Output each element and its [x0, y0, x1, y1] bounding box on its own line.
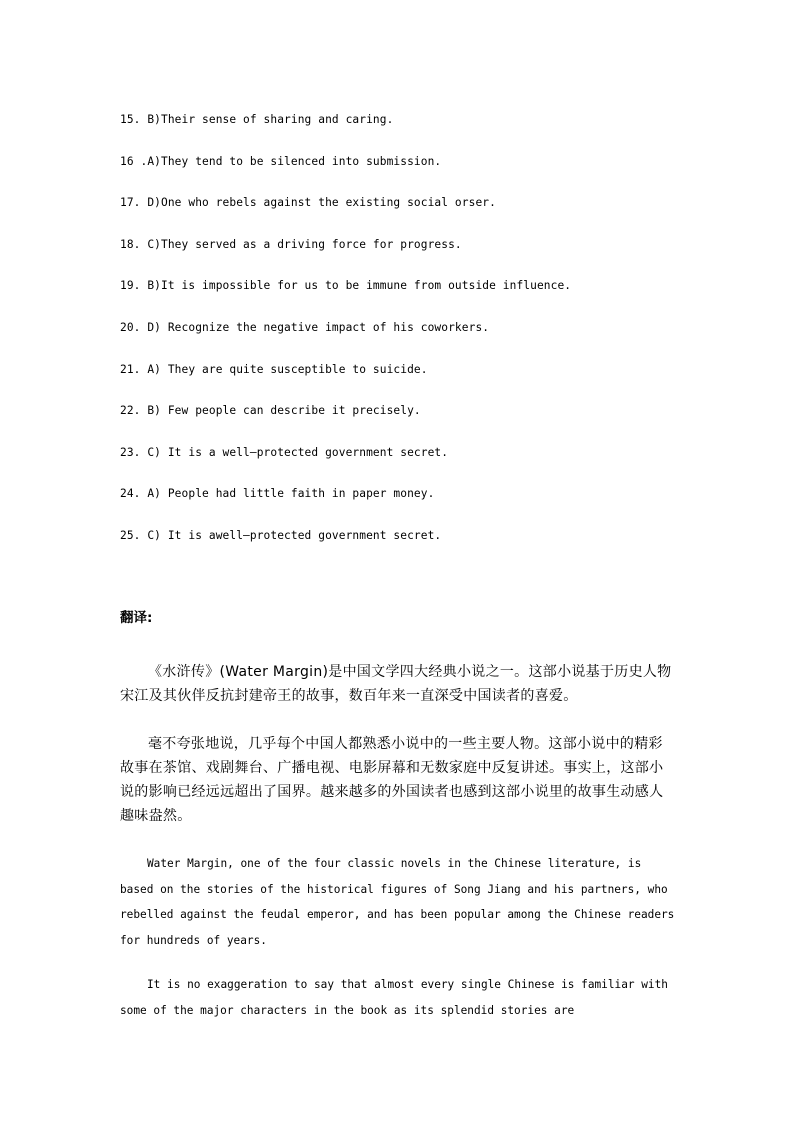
answer-item: 20. D) Recognize the negative impact of his coworkers.	[120, 320, 490, 334]
english-paragraph: It is no exaggeration to say that almost every single Chinese is familiar with some of the major characters in the book as its splendid stories are	[120, 978, 668, 1017]
chinese-paragraph: 毫不夸张地说，几乎每个中国人都熟悉小说中的一些主要人物。这部小说中的精彩故事在茶馆、戏剧舞台、广播电视、电影屏幕和无数家庭中反复讲述。事实上，这部小说的影响已经远远超出了国界。越来越多的外国读者也感到这部小说里的故事生动感人趣味盎然。	[120, 736, 664, 824]
english-paragraph: Water Margin, one of the four classic novels in the Chinese literature, is based on the stories of the historical figures of Song Jiang and his partners, who rebelled against the feudal emperor, and has been popular among the Chinese readers for hundreds of years.	[120, 857, 675, 947]
answer-item: 25. C) It is awell—protected government secret.	[120, 528, 442, 542]
answer-item: 24. A) People had little faith in paper money.	[120, 487, 435, 501]
answer-item: 17. D)One who rebels against the existing social orser.	[120, 196, 496, 210]
answer-item: 15. B)Their sense of sharing and caring.	[120, 113, 394, 126]
translation-heading: 翻译:	[120, 610, 153, 626]
answer-list	[120, 112, 720, 570]
answer-item: 21. A) They are quite susceptible to suicide.	[120, 362, 428, 376]
answer-item: 18. C)They served as a driving force for progress.	[120, 237, 462, 251]
answer-item: 22. B) Few people can describe it precisely.	[120, 404, 421, 418]
chinese-paragraph: 《水浒传》(Water Margin)是中国文学四大经典小说之一。这部小说基于历史人物宋江及其伙伴反抗封建帝王的故事，数百年来一直深受中国读者的喜爱。	[120, 664, 672, 704]
answer-item: 19. B)It is impossible for us to be immune from outside influence.	[120, 279, 572, 293]
answer-item: 23. C) It is a well—protected government secret.	[120, 445, 449, 459]
answer-item: 16 .A)They tend to be silenced into submission.	[120, 154, 442, 168]
